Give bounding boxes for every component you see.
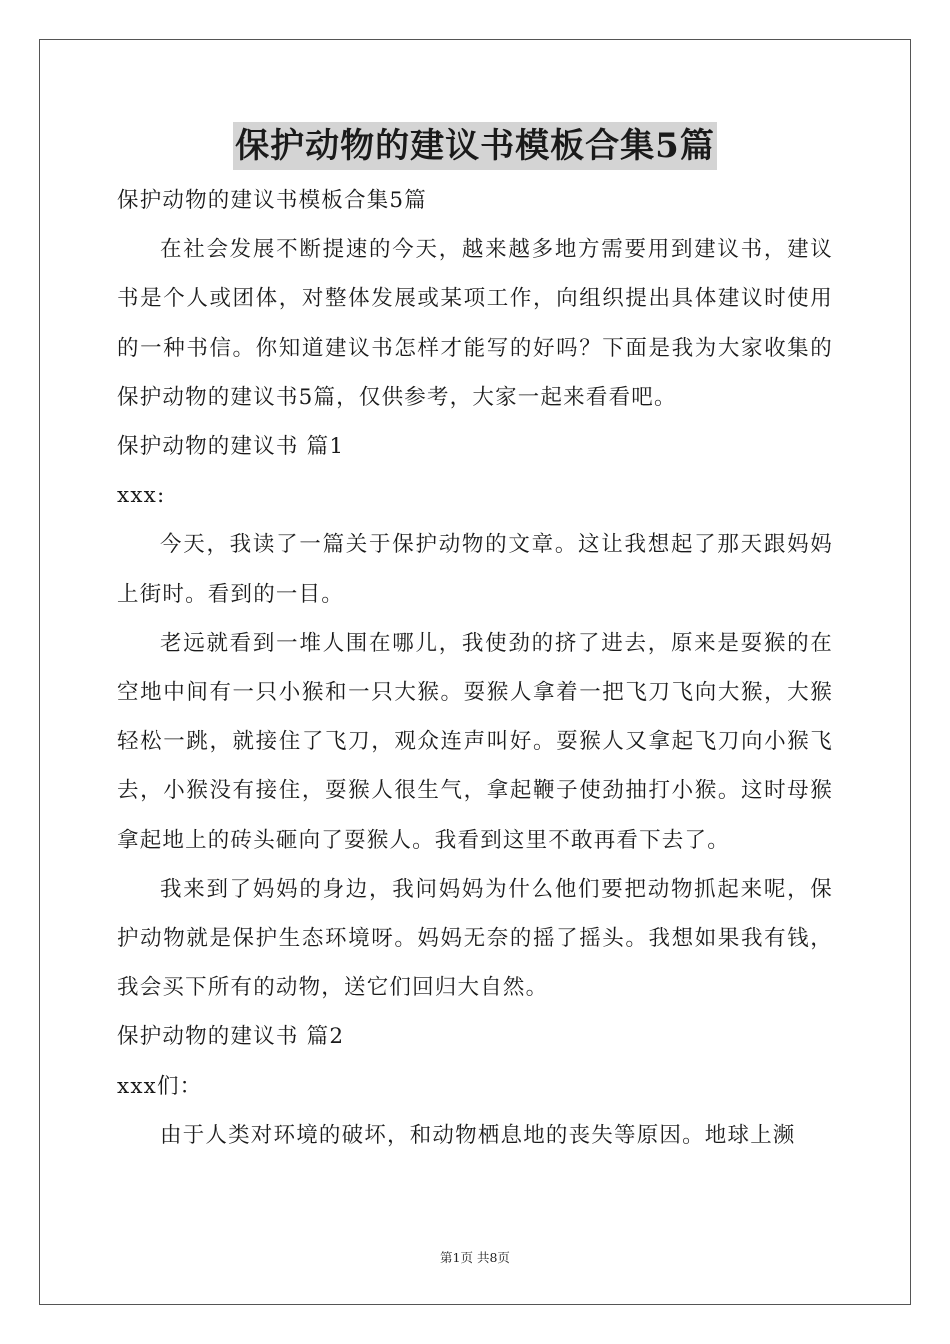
page-footer: 第1页 共8页 xyxy=(440,1250,510,1265)
body-paragraph: 我来到了妈妈的身边，我问妈妈为什么他们要把动物抓起来呢，保护动物就是保护生态环境呀。妈妈无奈的摇了摇头。我想如果我有钱，我会买下所有的动物，送它们回归大自然。 xyxy=(117,876,833,1001)
body-paragraph: 今天，我读了一篇关于保护动物的文章。这让我想起了那天跟妈妈上街时。看到的一目。 xyxy=(117,532,833,607)
section-heading-2: 保护动物的建议书 篇2 xyxy=(117,1024,345,1050)
document-title: 保护动物的建议书模板合集5篇 xyxy=(233,122,717,170)
body-paragraph: 老远就看到一堆人围在哪儿，我使劲的挤了进去，原来是耍猴的在空地中间有一只小猴和一只大猴。耍猴人拿着一把飞刀飞向大猴，大猴轻松一跳，就接住了飞刀，观众连声叫好。耍猴人又拿起飞刀向小猴飞去，小猴没有接住，耍猴人很生气，拿起鞭子使劲抽打小猴。这时母猴拿起地上的砖头砸向了耍猴人。我看到这里不敢再看下去了。 xyxy=(117,630,833,853)
intro-paragraph: 在社会发展不断提速的今天，越来越多地方需要用到建议书，建议书是个人或团体，对整体发展或某项工作，向组织提出具体建议时使用的一种书信。你知道建议书怎样才能写的好吗？下面是我为大家收集的保护动物的建议书5篇，仅供参考，大家一起来看看吧。 xyxy=(117,237,833,410)
document-subtitle: 保护动物的建议书模板合集5篇 xyxy=(117,188,427,213)
salutation-2: xxx们： xyxy=(117,1073,203,1099)
body-paragraph: 由于人类对环境的破坏，和动物栖息地的丧失等原因。地球上濒 xyxy=(160,1122,796,1148)
document-body xyxy=(117,176,833,1160)
section-heading-1: 保护动物的建议书 篇1 xyxy=(117,434,345,459)
salutation-1: xxx: xyxy=(117,483,166,509)
title-block xyxy=(0,122,950,170)
